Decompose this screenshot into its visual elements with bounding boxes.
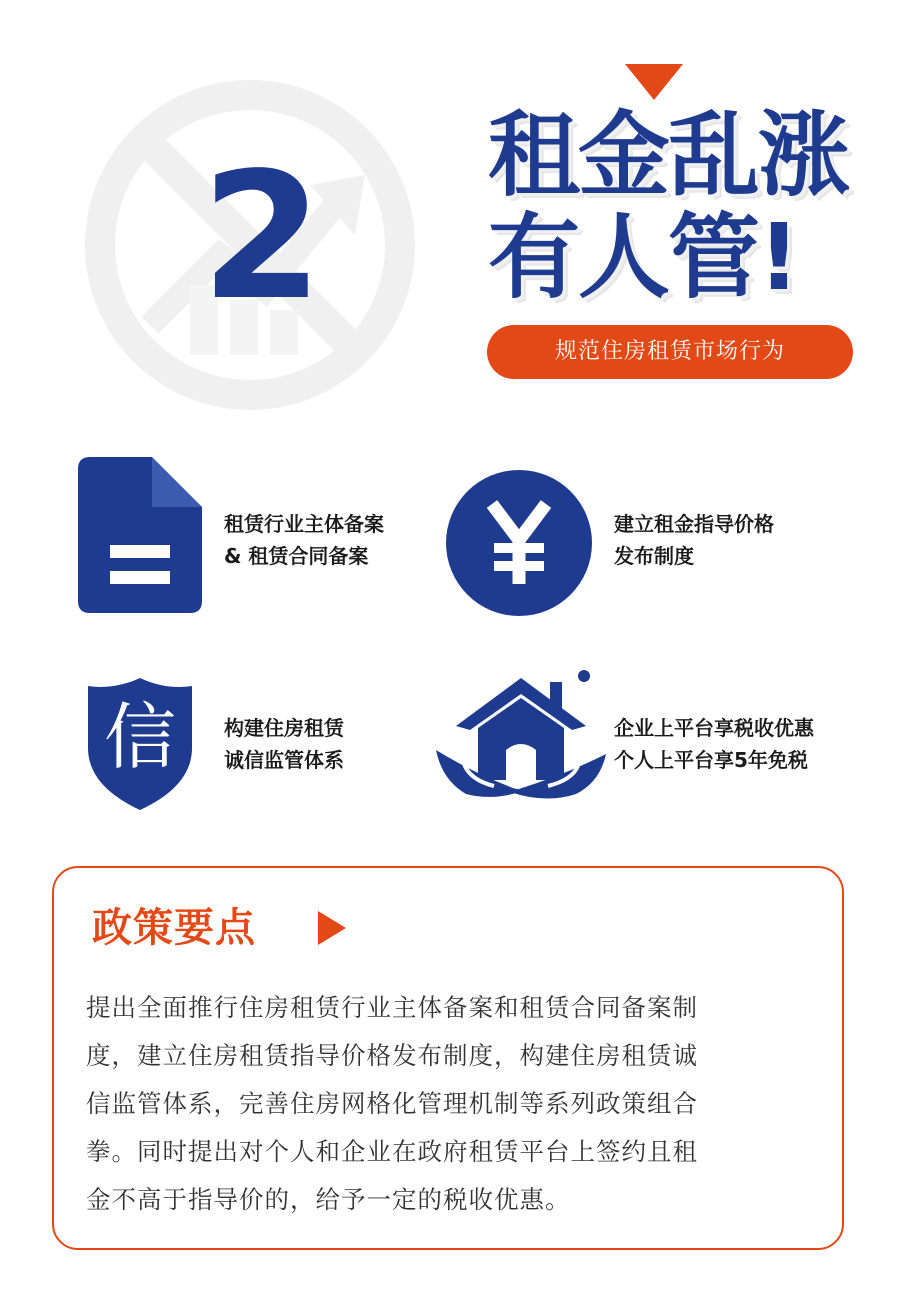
policy-body <box>86 984 816 1224</box>
policy-line: 提出全面推行住房租赁行业主体备案和租赁合同备案制 <box>86 993 698 1022</box>
play-arrow-icon <box>318 911 346 945</box>
house-hands-icon <box>436 668 606 814</box>
feature-line: 建立租金指导价格 <box>614 512 774 536</box>
feature-line: 企业上平台享税收优惠 <box>614 716 814 740</box>
feature-line: 个人上平台享5年免税 <box>614 748 808 772</box>
policy-line: 信监管体系，完善住房网格化管理机制等系列政策组合 <box>86 1089 698 1118</box>
policy-line: 拳。同时提出对个人和企业在政府租赁平台上签约且租 <box>86 1137 698 1166</box>
feature-price-guide <box>614 508 774 572</box>
headline-line-2: 有人管! <box>488 204 798 311</box>
feature-tax-benefit <box>614 712 814 776</box>
feature-credit-system <box>224 712 344 776</box>
feature-registration <box>224 508 384 572</box>
policy-line: 度，建立住房租赁指导价格发布制度，构建住房租赁诚 <box>86 1041 698 1070</box>
yen-icon <box>446 470 592 616</box>
feature-line: 构建住房租赁 <box>224 716 344 740</box>
feature-line: & 租赁合同备案 <box>224 544 369 568</box>
triangle-marker-icon <box>625 64 683 100</box>
feature-line: 诚信监管体系 <box>224 748 344 772</box>
feature-line: 发布制度 <box>614 544 694 568</box>
document-icon <box>78 457 202 613</box>
feature-line: 租赁行业主体备案 <box>224 512 384 536</box>
shield-character: 信 <box>103 695 176 779</box>
policy-line: 金不高于指导价的，给予一定的税收优惠。 <box>86 1185 571 1214</box>
policy-title: 政策要点 <box>92 905 256 951</box>
headline-line-1: 租金乱涨 <box>488 102 849 209</box>
subtitle-pill: 规范住房租赁市场行为 <box>487 325 853 379</box>
credit-shield-icon <box>80 678 200 810</box>
section-number: 2 <box>201 136 319 339</box>
